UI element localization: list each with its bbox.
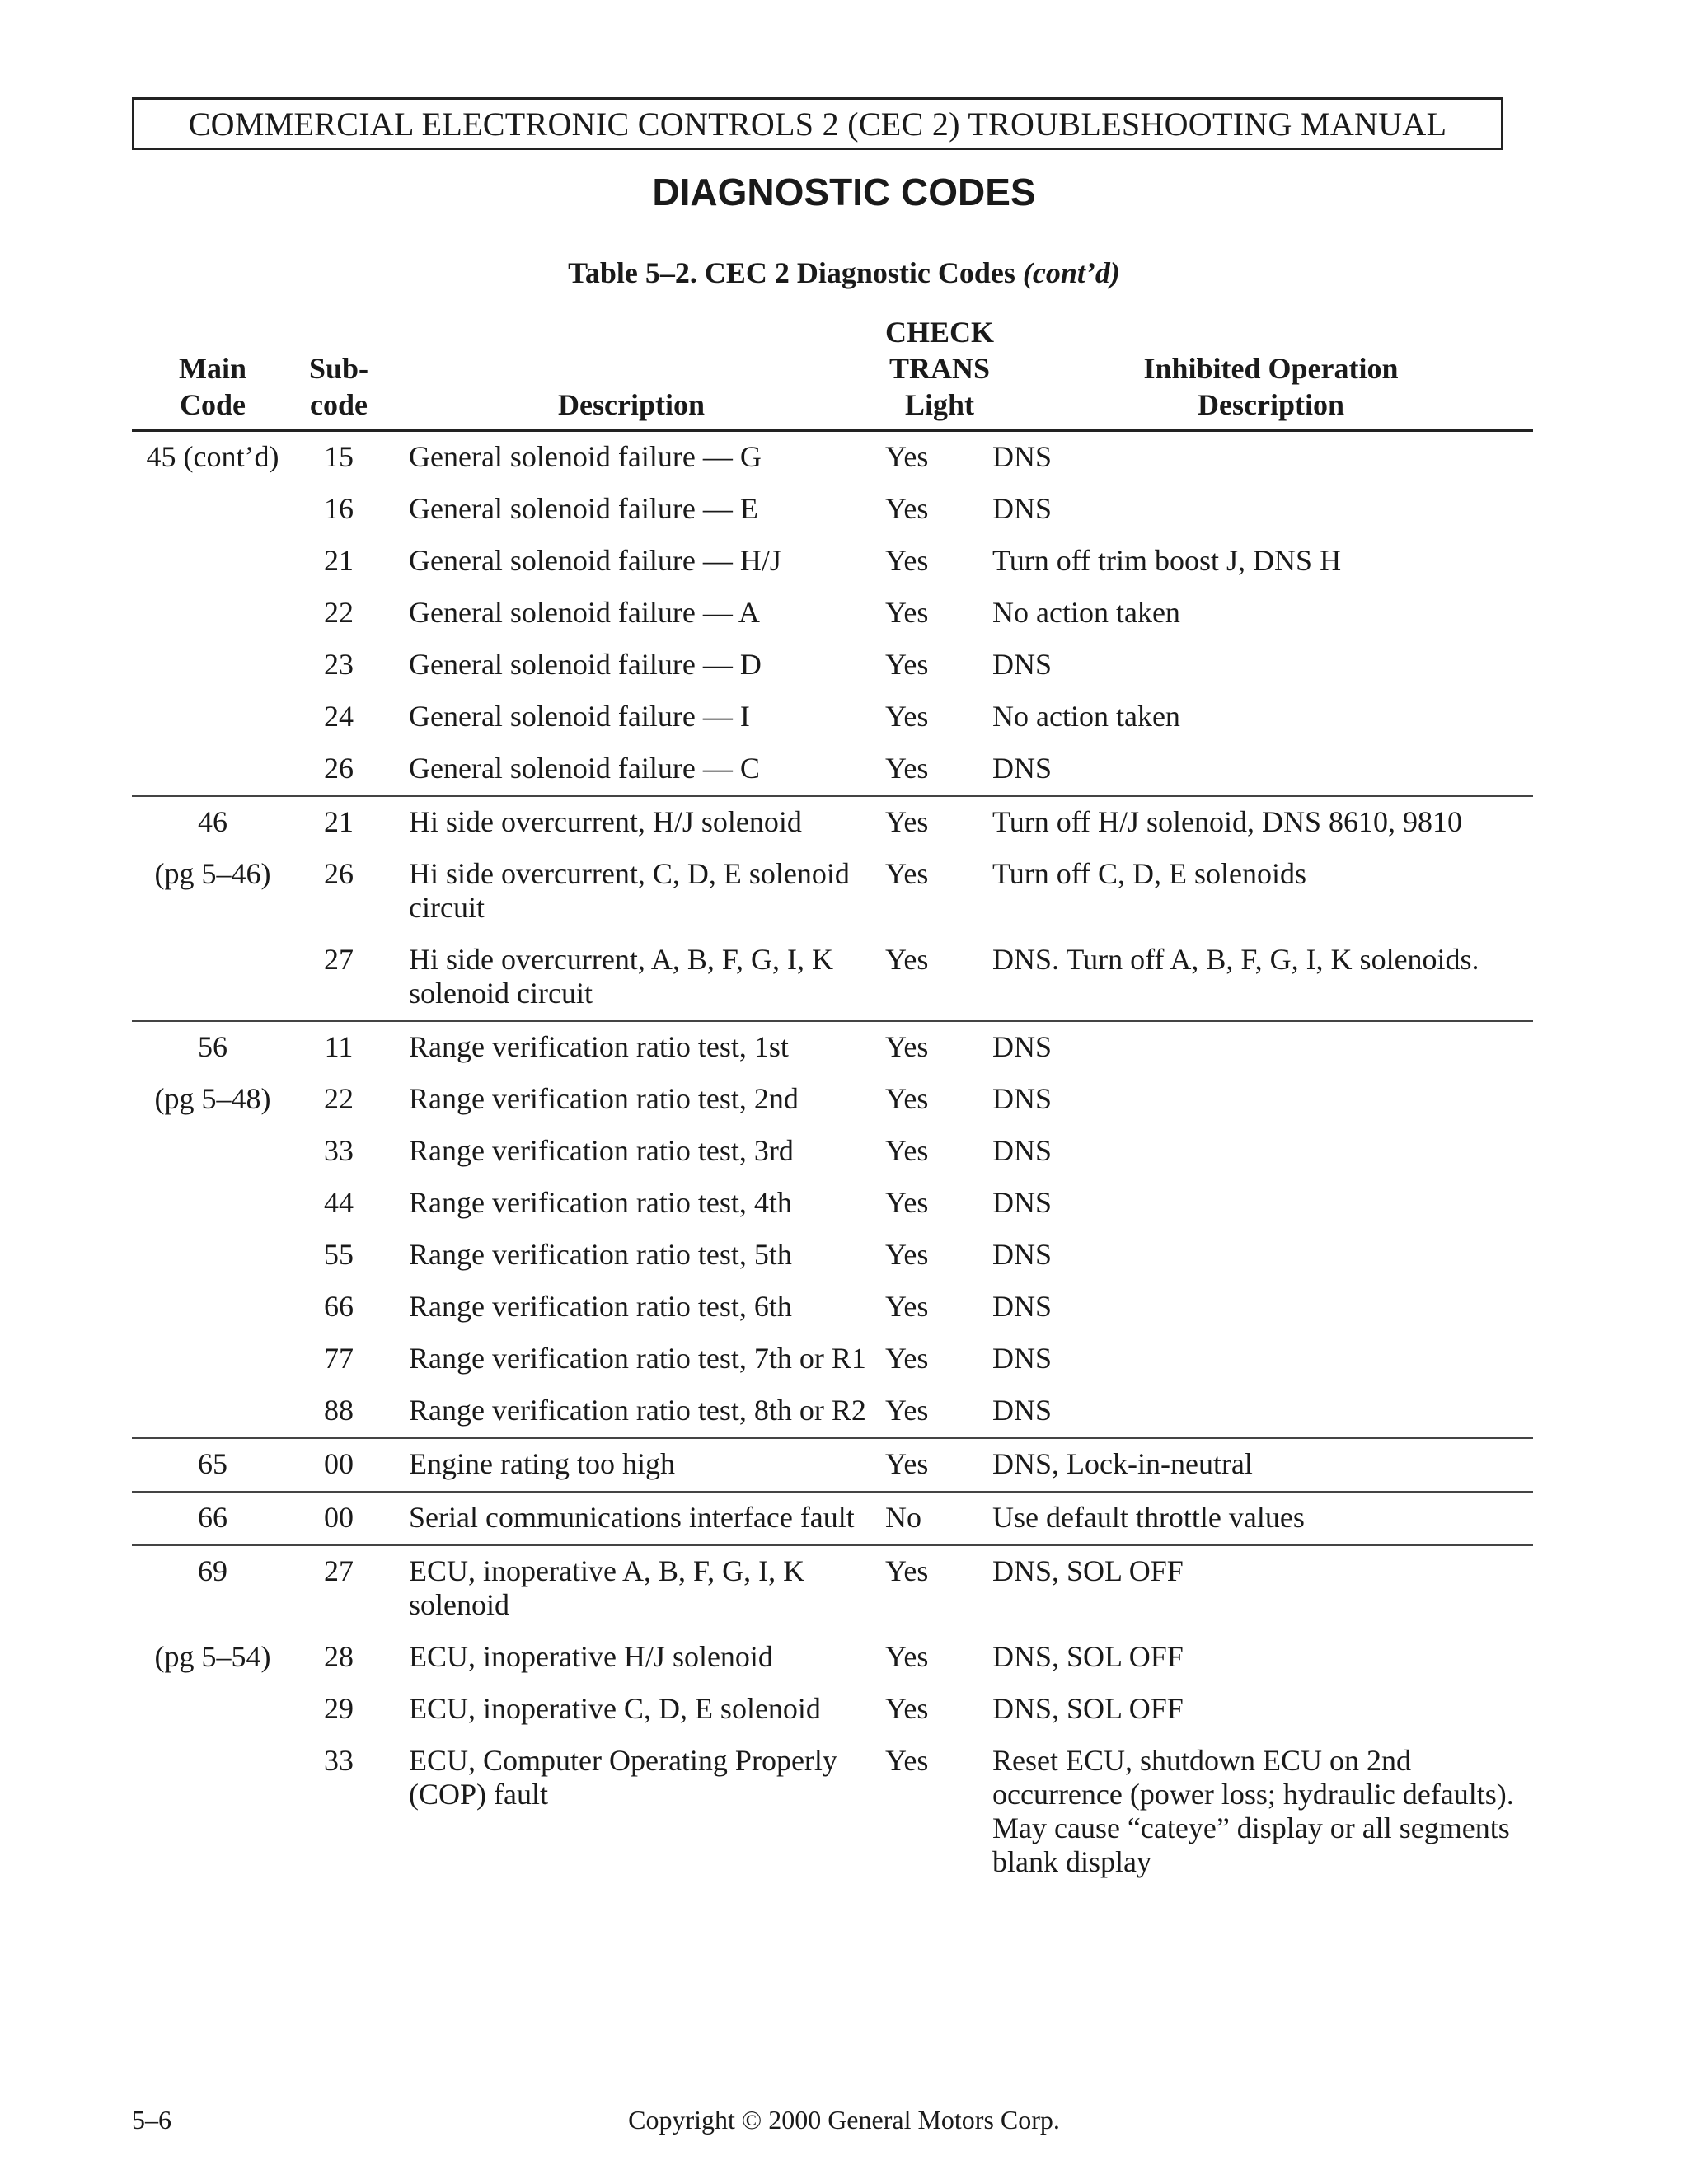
inhibited-operation-cell: Turn off C, D, E solenoids: [992, 857, 1307, 890]
sub-code-cell: 88: [324, 1394, 354, 1427]
main-code-cell: [132, 1186, 293, 1220]
inhibited-operation-cell: DNS, SOL OFF: [992, 1640, 1184, 1673]
main-code-cell: (pg 5–48): [154, 1082, 271, 1115]
inhibited-operation-cell: DNS: [992, 1290, 1053, 1323]
inhibited-operation-cell: DNS, SOL OFF: [992, 1692, 1184, 1725]
sub-code-cell: 00: [324, 1501, 354, 1534]
check-trans-light-cell: Yes: [885, 1082, 929, 1115]
sub-code-cell: 27: [324, 1554, 354, 1587]
check-trans-light-cell: Yes: [885, 1692, 929, 1725]
main-code-cell: [132, 648, 293, 682]
table-row: [132, 1230, 1533, 1282]
description-cell: General solenoid failure — H/J: [409, 544, 781, 577]
main-code-cell: 46: [198, 805, 227, 838]
inhibited-operation-cell: DNS: [992, 648, 1053, 681]
description-cell: Range verification ratio test, 1st: [409, 1030, 789, 1063]
inhibited-operation-cell: DNS, Lock-in-neutral: [992, 1447, 1253, 1480]
description-cell: Range verification ratio test, 6th: [409, 1290, 792, 1323]
description-cell: General solenoid failure — D: [409, 648, 762, 681]
copyright: Copyright © 2000 General Motors Corp.: [628, 2105, 1060, 2135]
main-code-cell: 65: [198, 1447, 227, 1480]
sub-code-cell: 21: [324, 805, 354, 838]
sub-code-cell: 29: [324, 1692, 354, 1725]
check-trans-light-cell: Yes: [885, 1186, 929, 1219]
column-header-inhibited-operation: Inhibited Operation Description: [1143, 352, 1399, 421]
main-code-cell: [132, 1744, 293, 1879]
column-header-description: Description: [558, 388, 705, 421]
table-row: [132, 1282, 1533, 1333]
inhibited-operation-cell: No action taken: [992, 596, 1180, 629]
table-row: [132, 849, 1533, 935]
main-code-cell: [132, 492, 293, 526]
check-trans-light-cell: Yes: [885, 1744, 929, 1777]
description-cell: General solenoid failure — E: [409, 492, 758, 525]
check-trans-light-cell: Yes: [885, 1134, 929, 1167]
inhibited-operation-cell: DNS: [992, 1342, 1053, 1375]
table-caption-suffix: (cont’d): [1022, 256, 1120, 289]
main-code-cell: [132, 1290, 293, 1324]
table-row: [132, 1684, 1533, 1736]
table-row: [132, 743, 1533, 795]
table-row: [132, 691, 1533, 743]
inhibited-operation-cell: DNS: [992, 1238, 1053, 1271]
code-group: [132, 1020, 1533, 1437]
main-code-cell: [132, 700, 293, 733]
main-code-cell: [132, 752, 293, 785]
check-trans-light-cell: Yes: [885, 752, 929, 785]
table-row: [132, 1333, 1533, 1385]
description-cell: Hi side overcurrent, H/J solenoid: [409, 805, 802, 838]
table-row: [132, 1385, 1533, 1437]
table-body: [132, 432, 1533, 1889]
inhibited-operation-cell: DNS: [992, 492, 1053, 525]
sub-code-cell: 27: [324, 943, 354, 976]
main-code-cell: [132, 943, 293, 1010]
inhibited-operation-cell: DNS: [992, 1134, 1053, 1167]
table-row: [132, 1632, 1533, 1684]
description-cell: General solenoid failure — I: [409, 700, 750, 733]
description-cell: Range verification ratio test, 5th: [409, 1238, 792, 1271]
sub-code-cell: 00: [324, 1447, 354, 1480]
check-trans-light-cell: Yes: [885, 943, 929, 976]
column-header-check-trans-light: CHECK TRANS Light: [884, 316, 994, 421]
column-header-main-code: Main Code: [178, 352, 246, 421]
inhibited-operation-cell: No action taken: [992, 700, 1180, 733]
main-code-cell: [132, 1134, 293, 1168]
table-row: [132, 432, 1533, 484]
check-trans-light-cell: Yes: [885, 1394, 929, 1427]
table-row: [132, 1178, 1533, 1230]
main-code-cell: [132, 544, 293, 578]
page-number: 5–6: [132, 2105, 171, 2135]
check-trans-light-cell: Yes: [885, 1342, 929, 1375]
description-cell: Range verification ratio test, 3rd: [409, 1134, 794, 1167]
inhibited-operation-cell: Turn off trim boost J, DNS H: [992, 544, 1342, 577]
description-cell: ECU, inoperative A, B, F, G, I, K solenoid: [409, 1554, 805, 1621]
check-trans-light-cell: Yes: [885, 805, 929, 838]
main-code-cell: 56: [198, 1030, 227, 1063]
sub-code-cell: 16: [324, 492, 354, 525]
inhibited-operation-cell: DNS: [992, 1394, 1053, 1427]
description-cell: Engine rating too high: [409, 1447, 675, 1480]
description-cell: Hi side overcurrent, A, B, F, G, I, K solenoid circuit: [409, 943, 834, 1010]
table-row: [132, 1074, 1533, 1126]
table-row: [132, 588, 1533, 640]
main-code-cell: 66: [198, 1501, 227, 1534]
description-cell: General solenoid failure — G: [409, 440, 762, 473]
sub-code-cell: 11: [324, 1030, 354, 1063]
inhibited-operation-cell: DNS. Turn off A, B, F, G, I, K solenoids.: [992, 943, 1479, 976]
check-trans-light-cell: Yes: [885, 544, 929, 577]
check-trans-light-cell: Yes: [885, 440, 929, 473]
inhibited-operation-cell: Reset ECU, shutdown ECU on 2nd occurrence (power loss; hydraulic defaults). May cause “cateye” display or all segments blank display: [992, 1744, 1514, 1878]
main-code-cell: [132, 1394, 293, 1427]
description-cell: ECU, Computer Operating Properly (COP) fault: [409, 1744, 837, 1811]
table-row: [132, 1736, 1533, 1889]
check-trans-light-cell: Yes: [885, 1447, 929, 1480]
table-caption: [0, 255, 1688, 290]
check-trans-light-cell: No: [885, 1501, 921, 1534]
check-trans-light-cell: Yes: [885, 648, 929, 681]
check-trans-light-cell: Yes: [885, 596, 929, 629]
sub-code-cell: 24: [324, 700, 354, 733]
sub-code-cell: 66: [324, 1290, 354, 1323]
description-cell: General solenoid failure — A: [409, 596, 760, 629]
check-trans-light-cell: Yes: [885, 1290, 929, 1323]
code-group: [132, 1544, 1533, 1889]
table-row: [132, 484, 1533, 536]
code-group: [132, 432, 1533, 795]
check-trans-light-cell: Yes: [885, 1554, 929, 1587]
inhibited-operation-cell: DNS: [992, 1030, 1053, 1063]
check-trans-light-cell: Yes: [885, 1030, 929, 1063]
table-caption-text: Table 5–2. CEC 2 Diagnostic Codes: [568, 256, 1015, 289]
code-group: [132, 795, 1533, 1020]
inhibited-operation-cell: Use default throttle values: [992, 1501, 1305, 1534]
main-code-cell: [132, 1692, 293, 1726]
check-trans-light-cell: Yes: [885, 492, 929, 525]
table-row: [132, 536, 1533, 588]
main-code-cell: 45 (cont’d): [146, 440, 279, 473]
description-cell: ECU, inoperative H/J solenoid: [409, 1640, 773, 1673]
sub-code-cell: 21: [324, 544, 354, 577]
column-header-sub-code: Sub- code: [308, 352, 369, 421]
check-trans-light-cell: Yes: [885, 700, 929, 733]
inhibited-operation-cell: DNS: [992, 1082, 1053, 1115]
table-column-headers: [132, 316, 1533, 432]
sub-code-cell: 15: [324, 440, 354, 473]
manual-title: COMMERCIAL ELECTRONIC CONTROLS 2 (CEC 2) TROUBLESHOOTING MANUAL: [188, 105, 1447, 143]
sub-code-cell: 33: [324, 1134, 354, 1167]
inhibited-operation-cell: DNS: [992, 752, 1053, 785]
sub-code-cell: 55: [324, 1238, 354, 1271]
inhibited-operation-cell: Turn off H/J solenoid, DNS 8610, 9810: [992, 805, 1463, 838]
main-code-cell: [132, 1238, 293, 1272]
sub-code-cell: 77: [324, 1342, 354, 1375]
sub-code-cell: 44: [324, 1186, 354, 1219]
check-trans-light-cell: Yes: [885, 1238, 929, 1271]
main-code-cell: (pg 5–46): [154, 857, 271, 890]
table-row: [132, 640, 1533, 691]
inhibited-operation-cell: DNS: [992, 1186, 1053, 1219]
description-cell: Range verification ratio test, 2nd: [409, 1082, 799, 1115]
code-group: [132, 1491, 1533, 1544]
sub-code-cell: 22: [324, 1082, 354, 1115]
main-code-cell: 69: [198, 1554, 227, 1587]
sub-code-cell: 26: [324, 857, 354, 890]
description-cell: Range verification ratio test, 8th or R2: [409, 1394, 866, 1427]
manual-title-box: [132, 97, 1503, 150]
inhibited-operation-cell: DNS: [992, 440, 1053, 473]
code-group: [132, 1437, 1533, 1491]
section-title: DIAGNOSTIC CODES: [652, 171, 1036, 213]
inhibited-operation-cell: DNS, SOL OFF: [992, 1554, 1184, 1587]
description-cell: General solenoid failure — C: [409, 752, 760, 785]
table-row: [132, 935, 1533, 1020]
table-row: [132, 1546, 1533, 1632]
main-code-cell: [132, 596, 293, 630]
description-cell: Hi side overcurrent, C, D, E solenoid circuit: [409, 857, 850, 924]
check-trans-light-cell: Yes: [885, 857, 929, 890]
description-cell: ECU, inoperative C, D, E solenoid: [409, 1692, 821, 1725]
sub-code-cell: 33: [324, 1744, 354, 1777]
description-cell: Serial communications interface fault: [409, 1501, 855, 1534]
table-row: [132, 1439, 1533, 1491]
table-row: [132, 797, 1533, 849]
sub-code-cell: 23: [324, 648, 354, 681]
main-code-cell: [132, 1342, 293, 1376]
check-trans-light-cell: Yes: [885, 1640, 929, 1673]
table-row: [132, 1493, 1533, 1544]
main-code-cell: (pg 5–54): [154, 1640, 271, 1673]
sub-code-cell: 22: [324, 596, 354, 629]
table-row: [132, 1126, 1533, 1178]
description-cell: Range verification ratio test, 4th: [409, 1186, 792, 1219]
sub-code-cell: 28: [324, 1640, 354, 1673]
table-row: [132, 1022, 1533, 1074]
description-cell: Range verification ratio test, 7th or R1: [409, 1342, 866, 1375]
sub-code-cell: 26: [324, 752, 354, 785]
